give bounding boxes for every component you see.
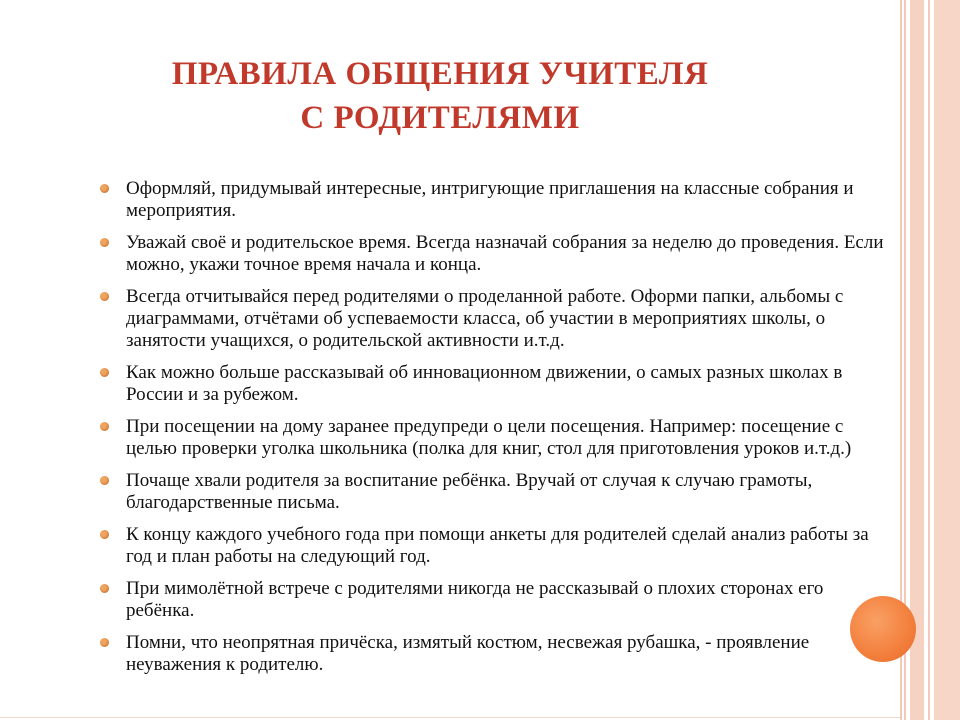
list-item-text: К концу каждого учебного года при помощи анкеты для родителей сделай анализ работы за год и план работы на следующий год. [126,524,869,567]
bullet-dot-icon [100,476,109,485]
list-item [98,178,888,222]
bullet-dot-icon [100,422,109,431]
list-item [98,232,888,276]
bullet-dot-icon [100,368,109,377]
list-item-text: Почаще хвали родителя за воспитание ребёнка. Вручай от случая к случаю грамоты, благодарственные письма. [126,470,813,513]
stripe-thin-3 [928,0,930,720]
bottom-divider [0,717,900,718]
list-item [98,524,888,568]
list-item [98,578,888,622]
bullet-dot-icon [100,184,109,193]
decorative-orange-circle [850,596,916,662]
list-item [98,286,888,352]
rules-list [98,178,888,686]
title-line-2: С РОДИТЕЛЯМИ [300,100,580,136]
list-item [98,416,888,460]
list-item [98,470,888,514]
stripe-wide-2 [934,0,960,720]
list-item-text: Помни, что неопрятная причёска, измятый костюм, несвежая рубашка, - проявление неуважения к родителю. [126,632,810,675]
title-line-1: ПРАВИЛА ОБЩЕНИЯ УЧИТЕЛЯ [171,56,709,92]
list-item-text: При посещении на дому заранее предупреди о цели посещения. Например: посещение с целью проверки уголка школьника (полка для книг, стол для приготовления уроков и.т.д.) [126,416,852,459]
slide-title [60,52,820,140]
list-item [98,632,888,676]
bullet-dot-icon [100,530,109,539]
bullet-dot-icon [100,238,109,247]
list-item-text: Всегда отчитывайся перед родителями о проделанной работе. Оформи папки, альбомы с диаграммами, отчётами об успеваемости класса, об участии в мероприятиях школы, о занятости учащихся, о родительской активности и.т.д. [126,286,844,351]
list-item-text: При мимолётной встрече с родителями никогда не рассказывай о плохих сторонах его ребёнка. [126,578,824,621]
bullet-dot-icon [100,584,109,593]
list-item-text: Уважай своё и родительское время. Всегда назначай собрания за неделю до проведения. Если можно, укажи точное время начала и конца. [126,232,884,275]
bullet-dot-icon [100,638,109,647]
list-item [98,362,888,406]
list-item-text: Оформляй, придумывай интересные, интригующие приглашения на классные собрания и мероприятия. [126,178,854,221]
list-item-text: Как можно больше рассказывай об инновационном движении, о самых разных школах в России и за рубежом. [126,362,843,405]
stripe-wide-1 [910,0,924,720]
bullet-dot-icon [100,292,109,301]
